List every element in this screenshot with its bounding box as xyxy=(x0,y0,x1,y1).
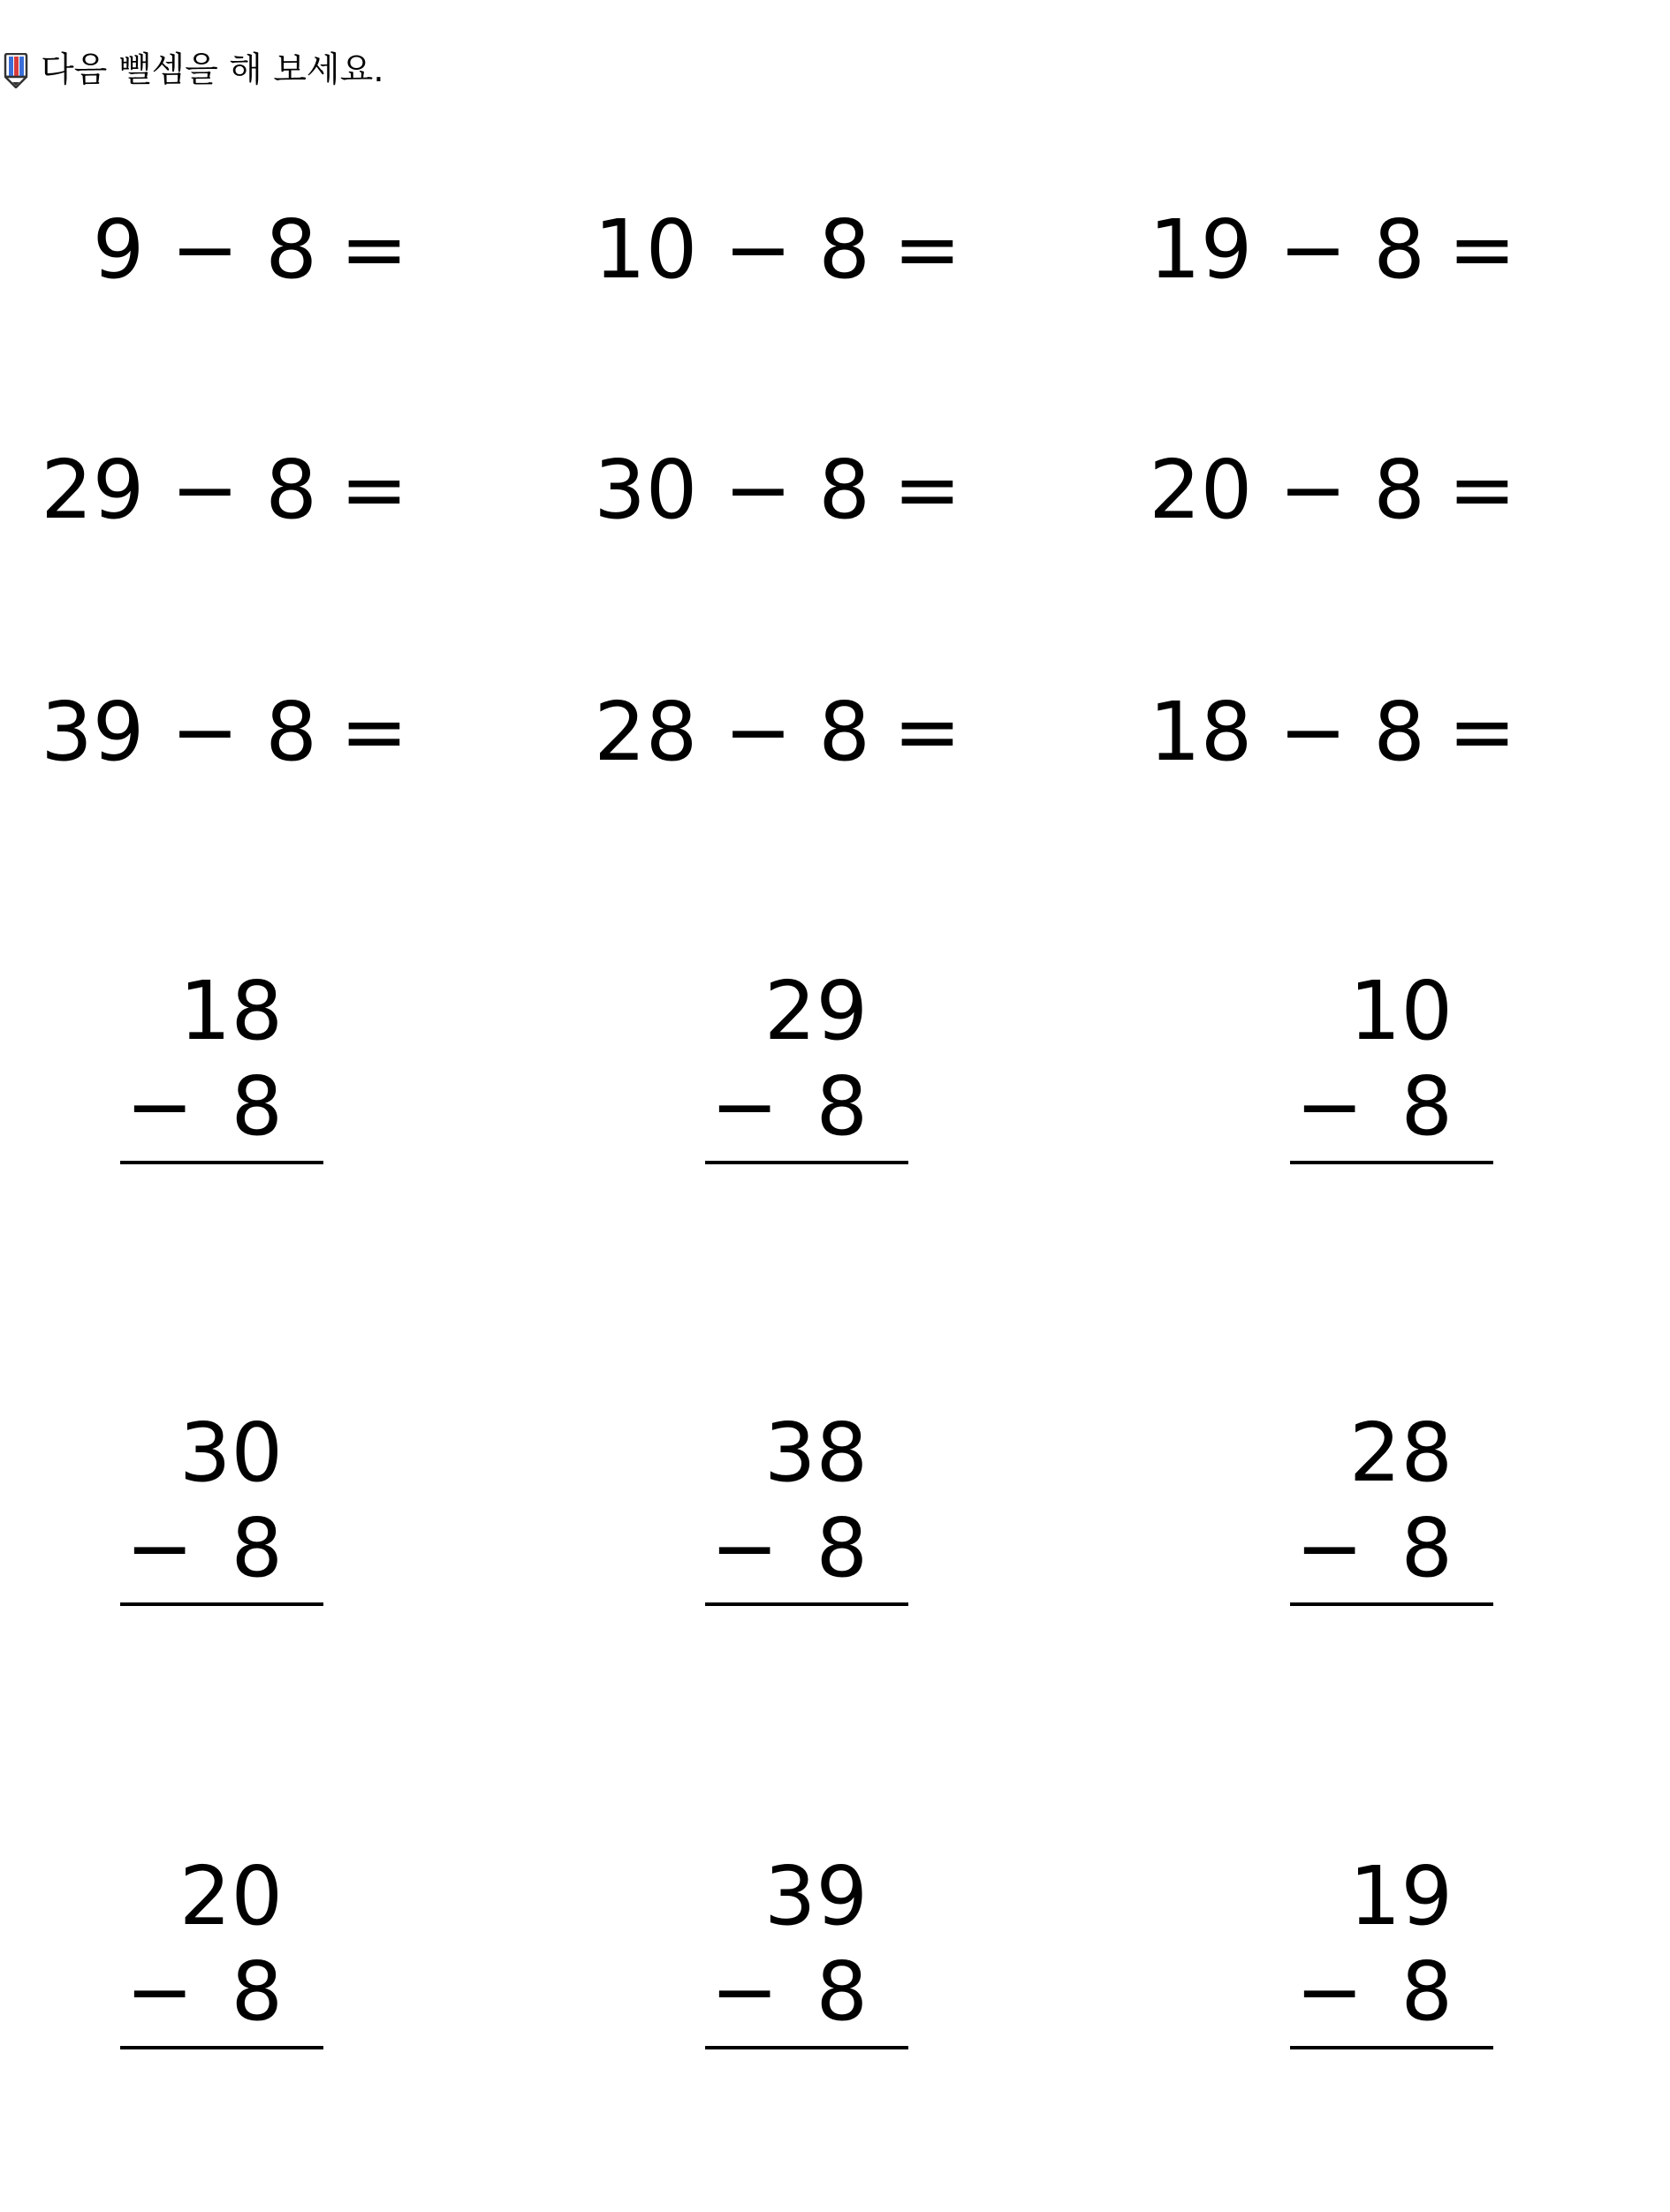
vertical-problem xyxy=(120,1848,323,2051)
vertical-problem xyxy=(1290,1405,1493,1608)
subtrahend: 8 xyxy=(265,684,317,779)
horizontal-problem xyxy=(594,442,961,537)
answer-line xyxy=(1290,1161,1493,1164)
horizontal-problem xyxy=(41,442,408,537)
minus-sign: − xyxy=(710,1944,779,2039)
minuend: 39 xyxy=(763,1849,868,1943)
subtrahend: 8 xyxy=(231,1501,283,1595)
minuend: 18 xyxy=(1149,684,1253,779)
minus-sign: − xyxy=(125,1501,194,1595)
minus-sign: − xyxy=(1279,201,1347,297)
subtrahend: 8 xyxy=(818,442,870,537)
subtrahend: 8 xyxy=(265,442,317,537)
minuend: 30 xyxy=(178,1405,283,1500)
minus-sign: − xyxy=(710,1501,779,1595)
subtrahend: 8 xyxy=(816,1059,868,1154)
subtrahend: 8 xyxy=(816,1944,868,2039)
minuend: 38 xyxy=(763,1405,868,1500)
subtrahend: 8 xyxy=(1401,1944,1453,2039)
answer-line xyxy=(120,2046,323,2049)
minus-sign: − xyxy=(125,1059,194,1154)
answer-line xyxy=(705,1161,908,1164)
equals-sign: = xyxy=(339,201,408,297)
minus-sign: − xyxy=(710,1059,779,1154)
subtrahend: 8 xyxy=(231,1944,283,2039)
equals-sign: = xyxy=(339,442,408,537)
minus-sign: − xyxy=(1295,1059,1364,1154)
minuend: 9 xyxy=(92,201,145,297)
vertical-problem xyxy=(120,1405,323,1608)
instruction xyxy=(4,51,384,90)
minus-sign: − xyxy=(171,201,239,297)
minuend: 19 xyxy=(1149,201,1253,297)
minuend: 19 xyxy=(1348,1849,1453,1943)
minuend: 10 xyxy=(594,201,698,297)
minuend: 18 xyxy=(178,964,283,1058)
minus-sign: − xyxy=(1279,684,1347,779)
minuend: 29 xyxy=(41,442,145,537)
minus-sign: − xyxy=(724,442,793,537)
equals-sign: = xyxy=(1447,442,1516,537)
pencil-icon xyxy=(4,53,28,88)
minus-sign: − xyxy=(1295,1501,1364,1595)
horizontal-problem xyxy=(1149,201,1516,297)
subtrahend: 8 xyxy=(818,684,870,779)
subtrahend: 8 xyxy=(1373,442,1425,537)
answer-line xyxy=(705,2046,908,2049)
minuend: 28 xyxy=(1348,1405,1453,1500)
minus-sign: − xyxy=(1295,1944,1364,2039)
minuend: 20 xyxy=(178,1849,283,1943)
minus-sign: − xyxy=(125,1944,194,2039)
vertical-problem xyxy=(120,963,323,1166)
subtrahend: 8 xyxy=(1373,684,1425,779)
vertical-problem xyxy=(705,1405,908,1608)
vertical-problem xyxy=(705,1848,908,2051)
instruction-text: 다음 뺄셈을 해 보세요. xyxy=(41,50,384,90)
minus-sign: − xyxy=(171,684,239,779)
answer-line xyxy=(1290,1602,1493,1606)
equals-sign: = xyxy=(1447,684,1516,779)
subtrahend: 8 xyxy=(231,1059,283,1154)
horizontal-problem xyxy=(594,201,961,297)
minus-sign: − xyxy=(724,201,793,297)
vertical-problem xyxy=(1290,963,1493,1166)
horizontal-problem xyxy=(1149,684,1516,779)
horizontal-problem xyxy=(92,201,408,297)
minus-sign: − xyxy=(171,442,239,537)
equals-sign: = xyxy=(892,201,961,297)
answer-line xyxy=(120,1161,323,1164)
answer-line xyxy=(1290,2046,1493,2049)
minuend: 20 xyxy=(1149,442,1253,537)
horizontal-problem xyxy=(594,684,961,779)
subtrahend: 8 xyxy=(1373,201,1425,297)
subtrahend: 8 xyxy=(816,1501,868,1595)
vertical-problem xyxy=(1290,1848,1493,2051)
horizontal-problem xyxy=(1149,442,1516,537)
minuend: 30 xyxy=(594,442,698,537)
minuend: 29 xyxy=(763,964,868,1058)
answer-line xyxy=(120,1602,323,1606)
equals-sign: = xyxy=(1447,201,1516,297)
minuend: 28 xyxy=(594,684,698,779)
minuend: 10 xyxy=(1348,964,1453,1058)
vertical-problem xyxy=(705,963,908,1166)
subtrahend: 8 xyxy=(265,201,317,297)
minuend: 39 xyxy=(41,684,145,779)
minus-sign: − xyxy=(724,684,793,779)
subtrahend: 8 xyxy=(1401,1501,1453,1595)
subtrahend: 8 xyxy=(818,201,870,297)
equals-sign: = xyxy=(892,684,961,779)
answer-line xyxy=(705,1602,908,1606)
minus-sign: − xyxy=(1279,442,1347,537)
subtrahend: 8 xyxy=(1401,1059,1453,1154)
equals-sign: = xyxy=(339,684,408,779)
horizontal-problem xyxy=(41,684,408,779)
equals-sign: = xyxy=(892,442,961,537)
